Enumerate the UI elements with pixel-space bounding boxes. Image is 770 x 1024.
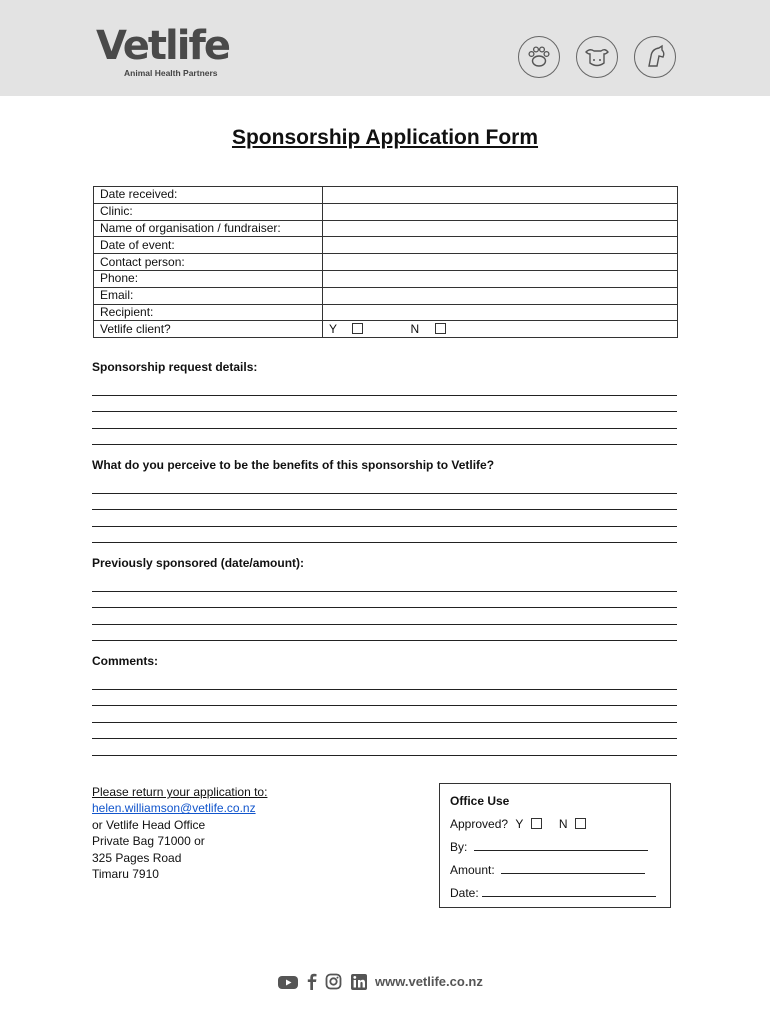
write-line[interactable]: [92, 673, 677, 690]
return-line: 325 Pages Road: [92, 850, 182, 865]
office-use-box: [439, 783, 671, 908]
section-title: Previously sponsored (date/amount):: [92, 556, 305, 570]
write-line[interactable]: [92, 608, 677, 625]
row-label: Date received:: [94, 187, 323, 204]
return-address: [92, 784, 267, 882]
previously-sponsored-section: [92, 555, 677, 641]
cow-icon: [576, 36, 618, 78]
approved-row: [450, 813, 670, 836]
write-line[interactable]: [92, 723, 677, 740]
row-label: Date of event:: [94, 237, 323, 254]
table-row: [94, 237, 678, 254]
website-link[interactable]: www.vetlife.co.nz: [375, 974, 483, 989]
facebook-icon[interactable]: [306, 972, 318, 997]
row-label: Clinic:: [94, 203, 323, 220]
benefits-section: [92, 457, 677, 543]
application-info-table: [93, 186, 678, 338]
table-row: [94, 187, 678, 204]
date-line[interactable]: [482, 885, 656, 897]
write-line[interactable]: [92, 379, 677, 396]
organisation-field[interactable]: [323, 220, 678, 237]
return-line: Private Bag 71000 or: [92, 834, 205, 849]
table-row: [94, 203, 678, 220]
table-row: [94, 304, 678, 321]
table-row: [94, 321, 678, 338]
client-yes-label: Y: [329, 321, 337, 336]
by-row: [450, 836, 670, 859]
row-label: Name of organisation / fundraiser:: [94, 220, 323, 237]
write-line[interactable]: [92, 396, 677, 413]
office-use-title: Office Use: [450, 794, 510, 808]
row-label: Email:: [94, 287, 323, 304]
vetlife-client-options: [323, 321, 678, 338]
client-yes-checkbox[interactable]: [352, 323, 363, 334]
request-details-section: [92, 359, 677, 445]
recipient-field[interactable]: [323, 304, 678, 321]
client-no-checkbox[interactable]: [435, 323, 446, 334]
write-line[interactable]: [92, 527, 677, 544]
write-line[interactable]: [92, 706, 677, 723]
amount-line[interactable]: [501, 862, 645, 874]
logo-tagline: Animal Health Partners: [124, 68, 218, 78]
horse-icon: [634, 36, 676, 78]
client-no-label: N: [410, 321, 420, 336]
clinic-field[interactable]: [323, 203, 678, 220]
write-line[interactable]: [92, 739, 677, 756]
write-line[interactable]: [92, 477, 677, 494]
youtube-icon[interactable]: [277, 972, 299, 997]
approved-no-label: N: [558, 817, 568, 831]
page-header: [0, 0, 770, 96]
table-row: [94, 220, 678, 237]
return-line: or Vetlife Head Office: [92, 817, 206, 832]
write-line[interactable]: [92, 494, 677, 511]
table-row: [94, 254, 678, 271]
phone-field[interactable]: [323, 270, 678, 287]
approved-no-checkbox[interactable]: [575, 818, 586, 829]
amount-label: Amount:: [450, 863, 495, 877]
row-label: Recipient:: [94, 304, 323, 321]
linkedin-icon[interactable]: [350, 972, 368, 997]
write-line[interactable]: [92, 510, 677, 527]
section-title: Sponsorship request details:: [92, 360, 258, 374]
table-row: [94, 270, 678, 287]
by-line[interactable]: [474, 839, 648, 851]
write-line[interactable]: [92, 625, 677, 642]
write-line[interactable]: [92, 690, 677, 707]
approved-yes-checkbox[interactable]: [531, 818, 542, 829]
return-heading: Please return your application to:: [92, 785, 268, 799]
section-title: What do you perceive to be the benefits of this sponsorship to Vetlife?: [92, 458, 495, 472]
date-received-field[interactable]: [323, 187, 678, 204]
contact-person-field[interactable]: [323, 254, 678, 271]
write-line[interactable]: [92, 592, 677, 609]
write-line[interactable]: [92, 429, 677, 446]
approved-label: Approved?: [450, 817, 509, 831]
amount-row: [450, 859, 670, 882]
section-title: Comments:: [92, 654, 159, 668]
logo-wordmark: Vetlife: [96, 23, 229, 69]
paw-icon: [518, 36, 560, 78]
date-row: [450, 882, 670, 905]
row-label: Phone:: [94, 270, 323, 287]
write-line[interactable]: [92, 575, 677, 592]
event-date-field[interactable]: [323, 237, 678, 254]
approved-yes-label: Y: [515, 817, 524, 831]
return-email-link[interactable]: helen.williamson@vetlife.co.nz: [92, 801, 256, 816]
return-line: Timaru 7910: [92, 867, 159, 882]
email-field[interactable]: [323, 287, 678, 304]
instagram-icon[interactable]: [325, 972, 343, 997]
table-row: [94, 287, 678, 304]
vetlife-logo: [96, 23, 229, 78]
write-line[interactable]: [92, 412, 677, 429]
row-label: Contact person:: [94, 254, 323, 271]
row-label: Vetlife client?: [94, 321, 323, 338]
comments-section: [92, 653, 677, 756]
page-title: Sponsorship Application Form: [231, 126, 539, 149]
by-label: By:: [450, 840, 468, 854]
date-label: Date:: [450, 886, 479, 900]
